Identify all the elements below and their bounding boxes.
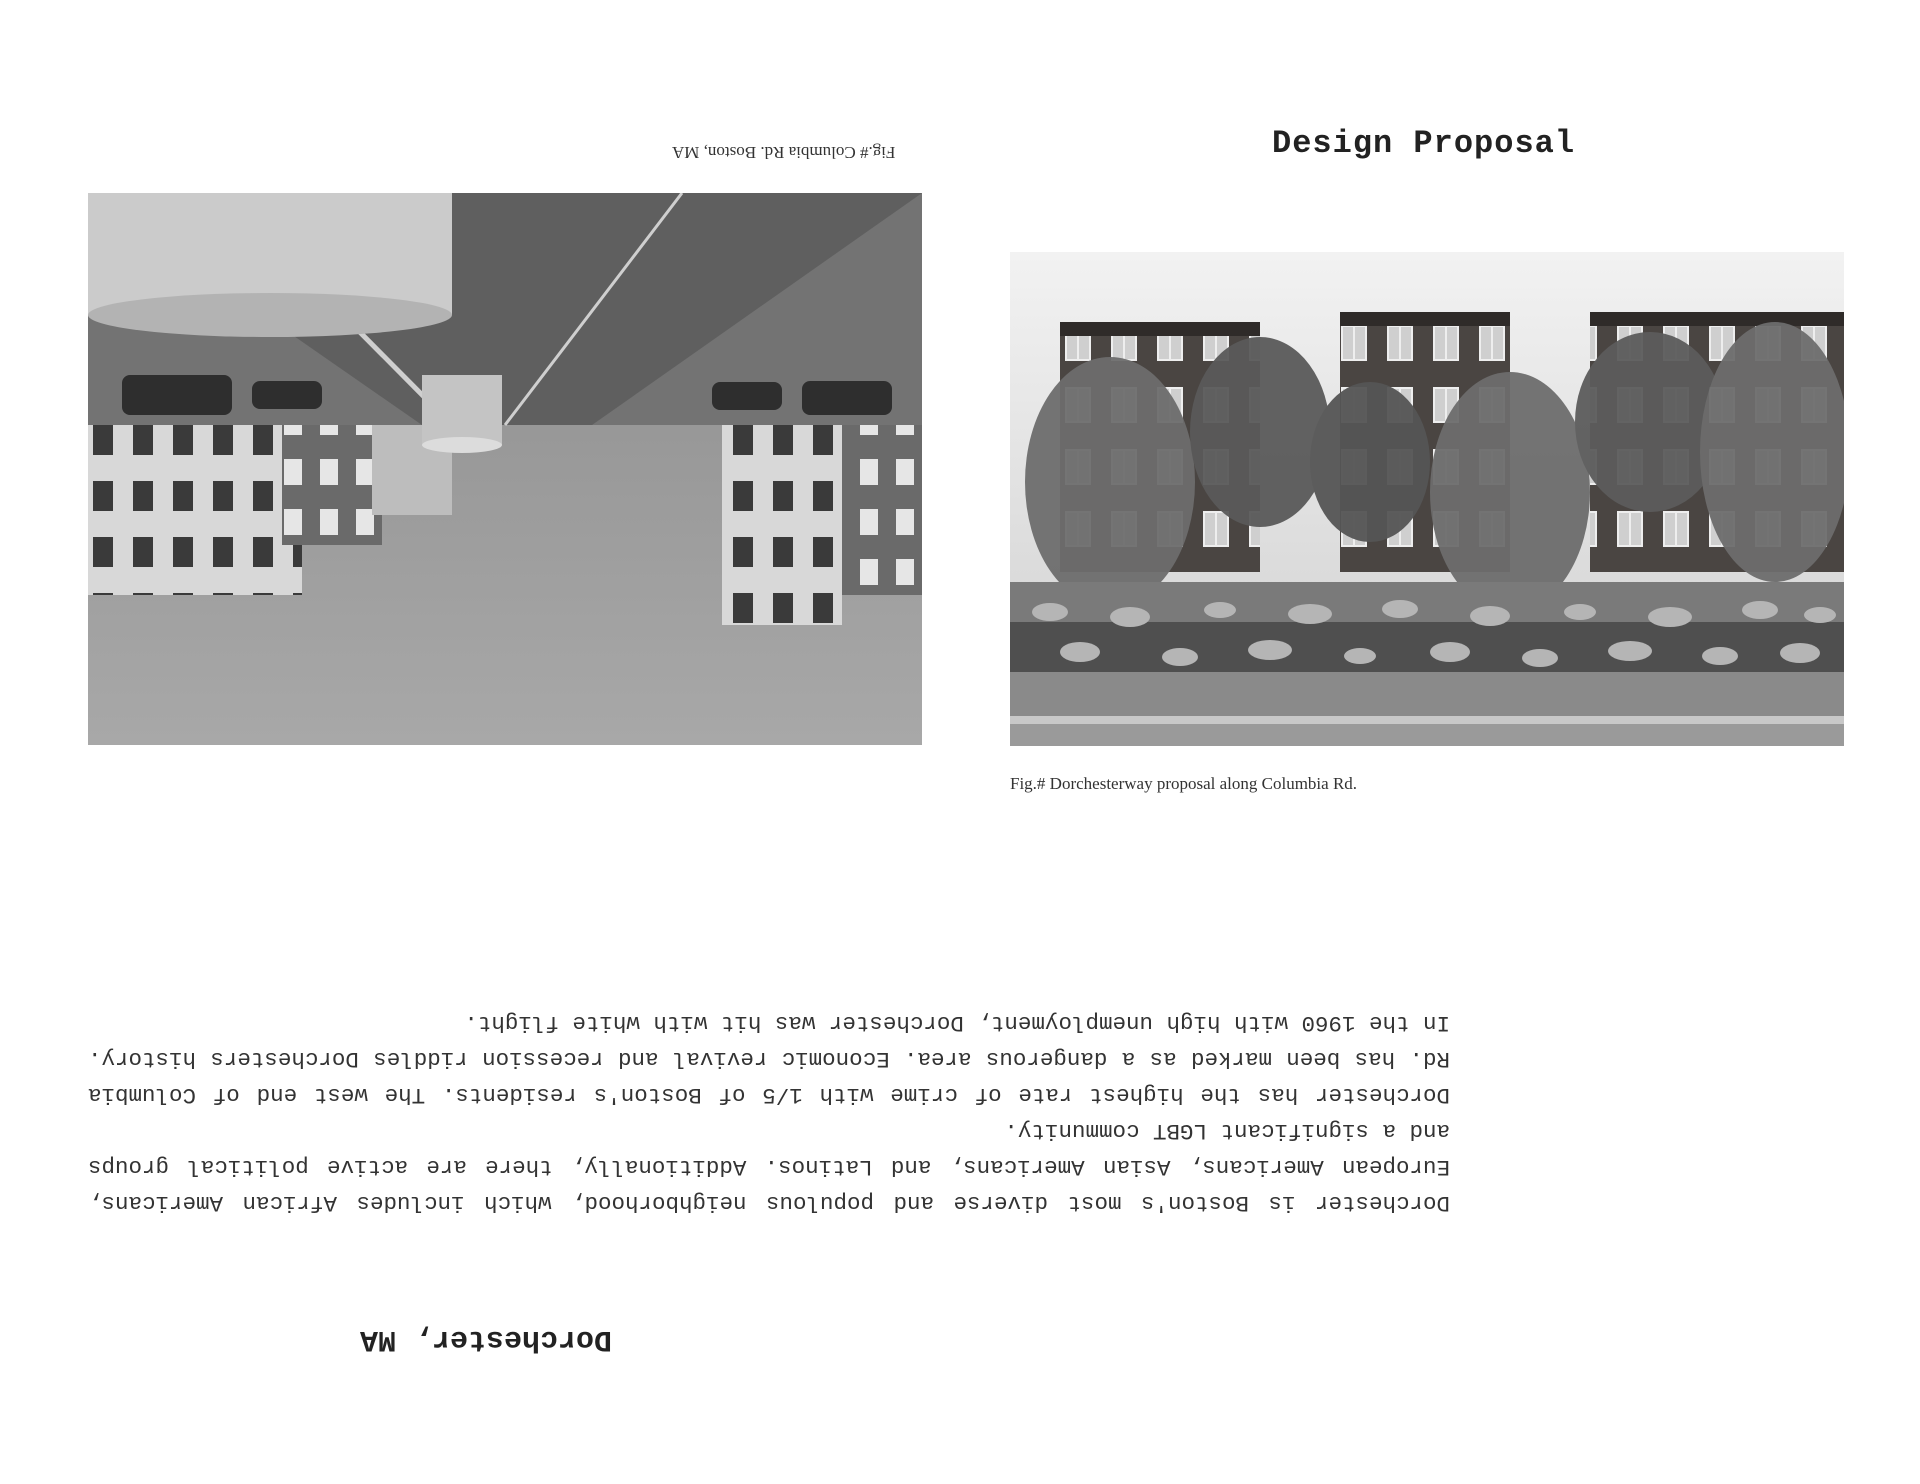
section-heading: Dorchester, MA: [360, 1322, 613, 1356]
columbia-rd-photo: [88, 193, 922, 745]
body-paragraph: Dorchester is Boston's most diverse and populous neighborhood, which includes African Americans, European Americans, Asian Americans, and Latinos. Additionally, there are active political groups and a significant LGBT community.: [88, 1118, 1450, 1216]
page-title: Design Proposal: [1272, 125, 1576, 162]
body-text-block: [88, 1005, 1450, 1221]
figure-caption-left: Fig.# Columbia Rd. Boston, MA: [672, 143, 896, 162]
body-paragraph: Dorchester has the highest rate of crime with 1/5 of Boston's residents. The west end of Columbia Rd. has been marked as a dangerous area. Economic revival and recession riddles Dorchesters history. In the 1960 with high unemployment, Dorchester was hit with white flight.: [88, 1010, 1450, 1108]
dorchesterway-rendering-image: [1010, 252, 1844, 746]
figure-caption-right: Fig.# Dorchesterway proposal along Columbia Rd.: [1010, 774, 1358, 793]
